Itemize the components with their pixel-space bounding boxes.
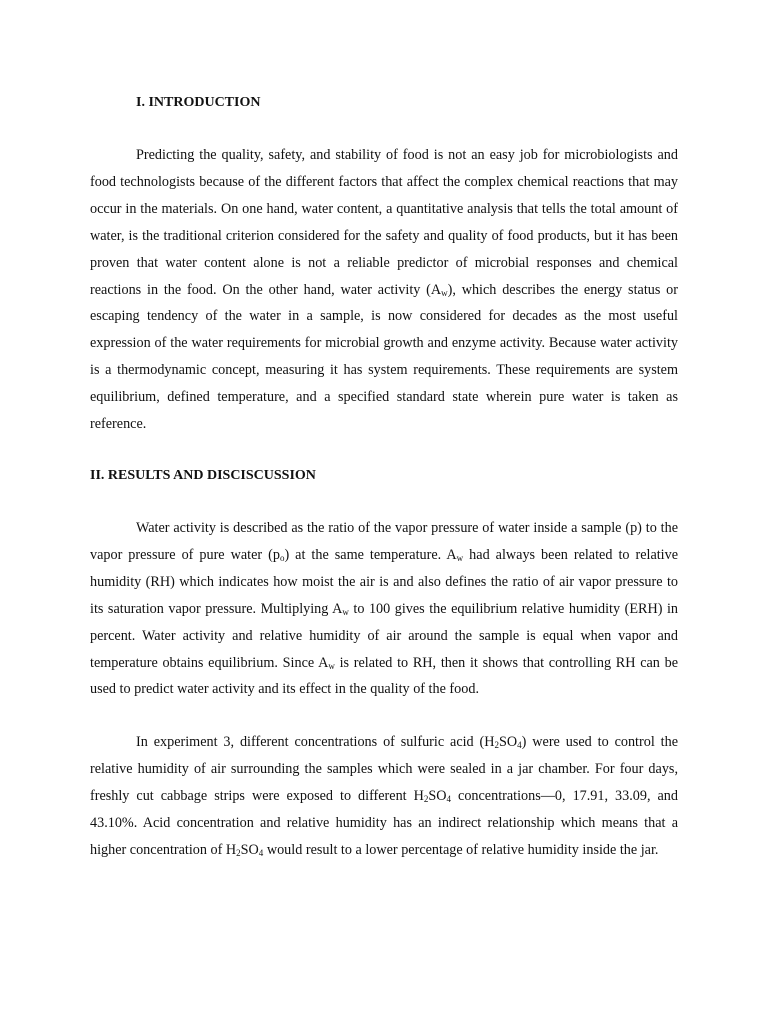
text-run: ) at the same temperature. A [284, 546, 457, 563]
text-run: In experiment 3, different concentrations of sulfuric acid (H [136, 734, 495, 750]
paragraph-introduction [90, 142, 678, 438]
subscript-text: 4 [517, 740, 522, 750]
subscript-text: 4 [446, 793, 452, 804]
text-run: SO [499, 734, 518, 750]
subscript-text: 2 [494, 740, 500, 750]
subscript-text: 2 [423, 793, 429, 804]
text-run: SO [240, 841, 259, 858]
text-run: Predicting the quality, safety, and stability of food is not an easy job for microbiologists and food technologists because of the different factors that affect the complex chemical reactions that may occur in the materials. On one hand, water content, a quantitative analysis that tells the total amount of water, is the traditional criterion considered for the safety and quality of food products, but it has been proven that water content alone is not a reliable predictor of microbial responses and chemical reactions in the food. On the other hand, water activity (A [90, 147, 678, 298]
paragraph-experiment-3 [90, 729, 678, 864]
text-run: would result to a lower percentage of relative humidity inside the jar. [263, 841, 659, 858]
section-heading-introduction: I. INTRODUCTION [136, 95, 261, 110]
subscript-text: w [328, 660, 335, 671]
section-heading-results: II. RESULTS AND DISCISCUSSION [90, 468, 316, 483]
text-run: SO [428, 787, 447, 804]
text-run: had always been related to relative humidity (RH) which indicates how moist the air is and also defines the ratio of air vapor pressure to its saturation vapor pressure. Multiplying A [90, 546, 679, 617]
text-run: is related to RH, then it shows that controlling RH can be used to predict water activity and its effect in the quality of the food. [90, 654, 678, 698]
text-run: Water activity is described as the ratio of the vapor pressure of water inside a sample (p) to the vapor pressure of pure water (p [90, 520, 678, 563]
subscript-text: 4 [258, 847, 264, 858]
paragraph-water-activity [90, 515, 678, 703]
subscript-text: 2 [236, 847, 241, 858]
text-run: to 100 gives the equilibrium relative humidity (ERH) in percent. Water activity and relative humidity of air around the sample is equal when vapor and temperature obtains equilibrium. Since A [90, 600, 678, 671]
subscript-text: w [342, 606, 349, 617]
subscript-text: w [441, 287, 448, 298]
text-run: ) were used to control the relative humidity of air surrounding the samples which were sealed in a jar chamber. For four days, freshly cut cabbage strips were exposed to different H [90, 734, 678, 804]
subscript-text: w [456, 552, 464, 563]
subscript-text: o [279, 552, 285, 563]
text-run: ), which describes the energy status or escaping tendency of the water in a sample, is now considered for decades as the most useful expression of the water requirements for microbial growth and enzyme activity. Because water activity is a thermodynamic concept, measuring it has system requirements. These requirements are system equilibrium, defined temperature, and a specified standard state wherein pure water is taken as reference. [90, 281, 678, 433]
text-run: concentrations—0, 17.91, 33.09, and 43.10%. Acid concentration and relative humidity has an indirect relationship which means that a higher concentration of H [90, 787, 678, 858]
